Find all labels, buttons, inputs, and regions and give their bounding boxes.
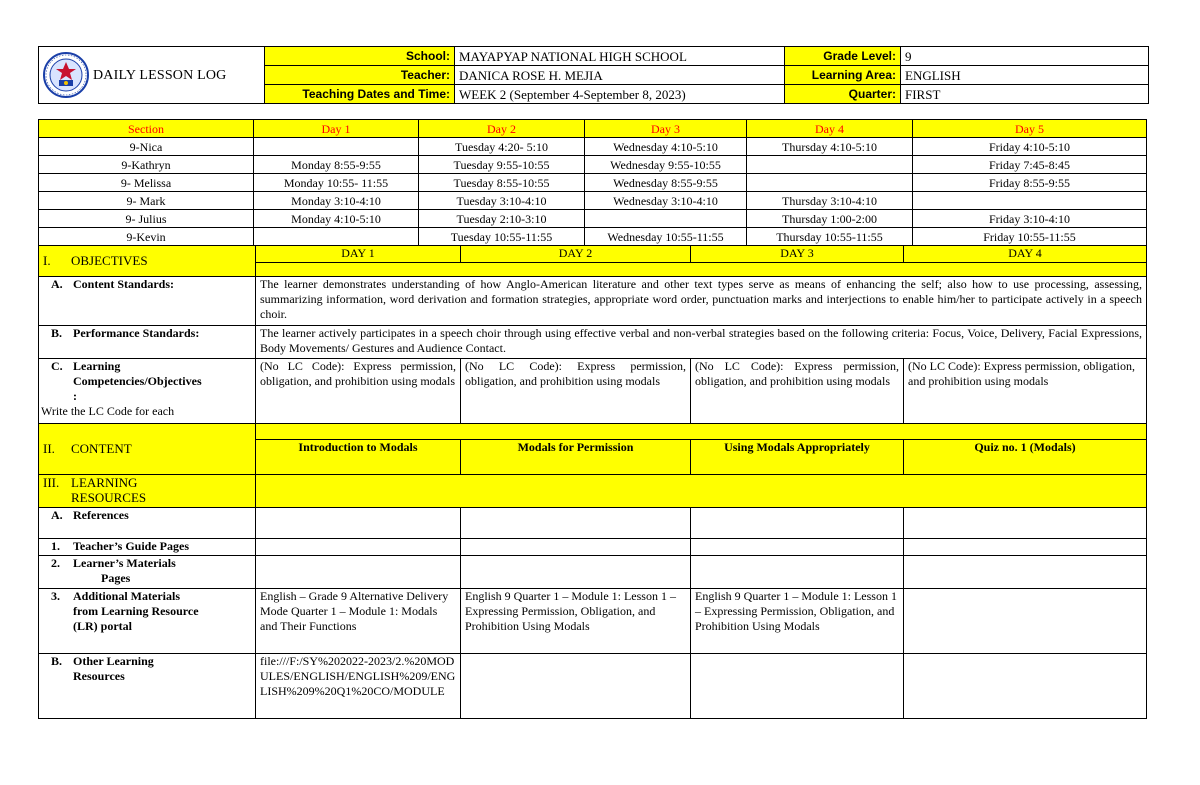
content-standards-text: The learner demonstrates understanding of how Anglo-American literature and other text types serve as means of enhancing the self; also how to use processing, assessing, summarizing information, word derivation and formation strategies, appropriate word order, punctuation marks and interjections to enable him/her to participate actively in a speech choir. xyxy=(256,277,1147,326)
schedule-header-day3: Day 3 xyxy=(585,120,747,138)
day3-header: DAY 3 xyxy=(691,246,904,263)
schedule-cell: Wednesday 10:55-11:55 xyxy=(585,228,747,246)
schedule-cell xyxy=(254,228,419,246)
resources-band xyxy=(256,475,1147,508)
teacher-label: Teacher: xyxy=(265,66,455,85)
content-day3: Using Modals Appropriately xyxy=(691,440,904,475)
schedule-header-section: Section xyxy=(39,120,254,138)
additional-materials-label-line2: from Learning Resource xyxy=(73,604,199,618)
schedule-cell: Monday 4:10-5:10 xyxy=(254,210,419,228)
schedule-cell xyxy=(747,156,913,174)
competencies-num: C. xyxy=(51,359,63,373)
competency-day4: (No LC Code): Express permission, obligation, and prohibition using modals xyxy=(904,359,1147,424)
deped-seal-icon xyxy=(43,52,89,98)
schedule-row xyxy=(39,138,1147,156)
other-resources-day2 xyxy=(461,654,691,719)
schedule-cell: Monday 8:55-9:55 xyxy=(254,156,419,174)
schedule-cell: Monday 3:10-4:10 xyxy=(254,192,419,210)
header-table xyxy=(38,46,1149,104)
school-label: School: xyxy=(265,47,455,66)
schedule-cell: Friday 7:45-8:45 xyxy=(913,156,1147,174)
references-day3 xyxy=(691,508,904,539)
schedule-header-day1: Day 1 xyxy=(254,120,419,138)
additional-materials-label-line1: Additional Materials xyxy=(73,589,180,603)
schedule-cell: Monday 10:55- 11:55 xyxy=(254,174,419,192)
competency-day1: (No LC Code): Express permission, obligation, and prohibition using modals xyxy=(256,359,461,424)
schedule-cell: 9- Julius xyxy=(39,210,254,228)
grade-level-value: 9 xyxy=(901,47,1149,66)
school-value: MAYAPYAP NATIONAL HIGH SCHOOL xyxy=(455,47,785,66)
day2-header: DAY 2 xyxy=(461,246,691,263)
quarter-label: Quarter: xyxy=(785,85,901,104)
day1-header: DAY 1 xyxy=(256,246,461,263)
learners-materials-day2 xyxy=(461,556,691,589)
competencies-note: Write the LC Code for each xyxy=(41,404,175,418)
lesson-log-table xyxy=(38,245,1147,719)
grade-level-label: Grade Level: xyxy=(785,47,901,66)
learners-materials-day4 xyxy=(904,556,1147,589)
schedule-cell: Thursday 10:55-11:55 xyxy=(747,228,913,246)
schedule-row xyxy=(39,192,1147,210)
schedule-cell: Friday 8:55-9:55 xyxy=(913,174,1147,192)
schedule-cell: Tuesday 8:55-10:55 xyxy=(419,174,585,192)
schedule-cell: Tuesday 9:55-10:55 xyxy=(419,156,585,174)
schedule-cell xyxy=(747,174,913,192)
content-band xyxy=(256,424,1147,440)
day4-header: DAY 4 xyxy=(904,246,1147,263)
schedule-cell: Thursday 1:00-2:00 xyxy=(747,210,913,228)
schedule-cell: Tuesday 4:20- 5:10 xyxy=(419,138,585,156)
other-resources-day3 xyxy=(691,654,904,719)
learning-area-value: ENGLISH xyxy=(901,66,1149,85)
schedule-cell: 9-Nica xyxy=(39,138,254,156)
schedule-cell: 9-Kathryn xyxy=(39,156,254,174)
references-day4 xyxy=(904,508,1147,539)
learning-area-label: Learning Area: xyxy=(785,66,901,85)
schedule-row xyxy=(39,210,1147,228)
competencies-label-line2: Competencies/Objectives xyxy=(73,374,202,388)
other-resources-label-line1: Other Learning xyxy=(73,654,154,668)
other-resources-day4 xyxy=(904,654,1147,719)
content-standards-num: A. xyxy=(51,277,63,291)
references-num: A. xyxy=(51,508,63,522)
references-label-cell xyxy=(39,508,256,539)
resources-num: III. xyxy=(43,475,60,490)
performance-standards-label: Performance Standards: xyxy=(73,326,200,340)
schedule-row xyxy=(39,174,1147,192)
teachers-guide-day4 xyxy=(904,539,1147,556)
schedule-cell xyxy=(254,138,419,156)
teaching-dates-label: Teaching Dates and Time: xyxy=(265,85,455,104)
other-resources-label-line2: Resources xyxy=(73,669,125,683)
learners-materials-num: 2. xyxy=(51,556,60,570)
objectives-label: OBJECTIVES xyxy=(71,253,148,268)
additional-materials-day1: English – Grade 9 Alternative Delivery Mode Quarter 1 – Module 1: Modals and Their Functions xyxy=(256,589,461,654)
schedule-cell: Wednesday 9:55-10:55 xyxy=(585,156,747,174)
teacher-value: DANICA ROSE H. MEJIA xyxy=(455,66,785,85)
learners-materials-day1 xyxy=(256,556,461,589)
competencies-label-line1: Learning xyxy=(73,359,121,373)
teachers-guide-day3 xyxy=(691,539,904,556)
learners-materials-label-cell xyxy=(39,556,256,589)
schedule-cell: Tuesday 3:10-4:10 xyxy=(419,192,585,210)
schedule-cell: Wednesday 8:55-9:55 xyxy=(585,174,747,192)
teachers-guide-label: Teacher’s Guide Pages xyxy=(73,539,189,553)
competency-day2: (No LC Code): Express permission, obligation, and prohibition using modals xyxy=(461,359,691,424)
quarter-value: FIRST xyxy=(901,85,1149,104)
learners-materials-label-line1: Learner’s Materials xyxy=(73,556,176,570)
teachers-guide-num: 1. xyxy=(51,539,60,553)
schedule-table xyxy=(38,119,1147,246)
schedule-cell: Friday 3:10-4:10 xyxy=(913,210,1147,228)
schedule-cell: Tuesday 2:10-3:10 xyxy=(419,210,585,228)
competencies-label-line3: : xyxy=(73,389,77,403)
document-title: DAILY LESSON LOG xyxy=(93,67,227,83)
additional-materials-num: 3. xyxy=(51,589,60,603)
objectives-num: I. xyxy=(43,253,51,268)
content-day2: Modals for Permission xyxy=(461,440,691,475)
additional-materials-day3: English 9 Quarter 1 – Module 1: Lesson 1 – Expressing Permission, Obligation, and Prohibition Using Modals xyxy=(691,589,904,654)
schedule-cell: Wednesday 4:10-5:10 xyxy=(585,138,747,156)
schedule-cell: 9- Mark xyxy=(39,192,254,210)
teachers-guide-day1 xyxy=(256,539,461,556)
resources-heading xyxy=(39,475,256,508)
schedule-header-day5: Day 5 xyxy=(913,120,1147,138)
references-day1 xyxy=(256,508,461,539)
logo-title-cell xyxy=(39,47,265,104)
resources-label-line2: RESOURCES xyxy=(71,490,147,505)
content-heading xyxy=(39,424,256,475)
other-resources-num: B. xyxy=(51,654,63,668)
schedule-header-day2: Day 2 xyxy=(419,120,585,138)
additional-materials-day2: English 9 Quarter 1 – Module 1: Lesson 1 – Expressing Permission, Obligation, and Prohibition Using Modals xyxy=(461,589,691,654)
content-num: II. xyxy=(43,441,55,456)
teaching-dates-value: WEEK 2 (September 4-September 8, 2023) xyxy=(455,85,785,104)
teachers-guide-day2 xyxy=(461,539,691,556)
schedule-cell: Friday 10:55-11:55 xyxy=(913,228,1147,246)
references-label: References xyxy=(73,508,129,522)
content-standards-label-cell xyxy=(39,277,256,326)
additional-materials-day4 xyxy=(904,589,1147,654)
schedule-cell: Tuesday 10:55-11:55 xyxy=(419,228,585,246)
content-label: CONTENT xyxy=(71,441,132,456)
schedule-cell: 9- Melissa xyxy=(39,174,254,192)
competency-day3: (No LC Code): Express permission, obligation, and prohibition using modals xyxy=(691,359,904,424)
additional-materials-label-line3: (LR) portal xyxy=(73,619,132,633)
schedule-header-row xyxy=(39,120,1147,138)
objectives-band xyxy=(256,262,1147,276)
competencies-label-cell xyxy=(39,359,256,424)
teachers-guide-label-cell xyxy=(39,539,256,556)
learners-materials-label-line2: Pages xyxy=(101,571,131,585)
learners-materials-day3 xyxy=(691,556,904,589)
additional-materials-label-cell xyxy=(39,589,256,654)
content-day4: Quiz no. 1 (Modals) xyxy=(904,440,1147,475)
schedule-cell: Wednesday 3:10-4:10 xyxy=(585,192,747,210)
references-day2 xyxy=(461,508,691,539)
schedule-cell: Thursday 4:10-5:10 xyxy=(747,138,913,156)
schedule-cell: 9-Kevin xyxy=(39,228,254,246)
performance-standards-label-cell xyxy=(39,326,256,359)
other-resources-label-cell xyxy=(39,654,256,719)
content-day1: Introduction to Modals xyxy=(256,440,461,475)
content-standards-label: Content Standards: xyxy=(73,277,175,291)
resources-label-line1: LEARNING xyxy=(71,475,138,490)
schedule-cell: Friday 4:10-5:10 xyxy=(913,138,1147,156)
objectives-heading xyxy=(39,246,256,277)
schedule-row xyxy=(39,228,1147,246)
performance-standards-text: The learner actively participates in a speech choir through using effective verbal and non-verbal strategies based on the following criteria: Focus, Voice, Delivery, Facial Expressions, Body Movements/ Gestures and Audience Contact. xyxy=(256,326,1147,359)
performance-standards-num: B. xyxy=(51,326,63,340)
schedule-header-day4: Day 4 xyxy=(747,120,913,138)
other-resources-day1: file:///F:/SY%202022-2023/2.%20MODULES/ENGLISH/ENGLISH%209/ENGLISH%209%20Q1%20CO/MODULE xyxy=(256,654,461,719)
schedule-row xyxy=(39,156,1147,174)
schedule-cell xyxy=(913,192,1147,210)
schedule-cell xyxy=(585,210,747,228)
schedule-cell: Thursday 3:10-4:10 xyxy=(747,192,913,210)
